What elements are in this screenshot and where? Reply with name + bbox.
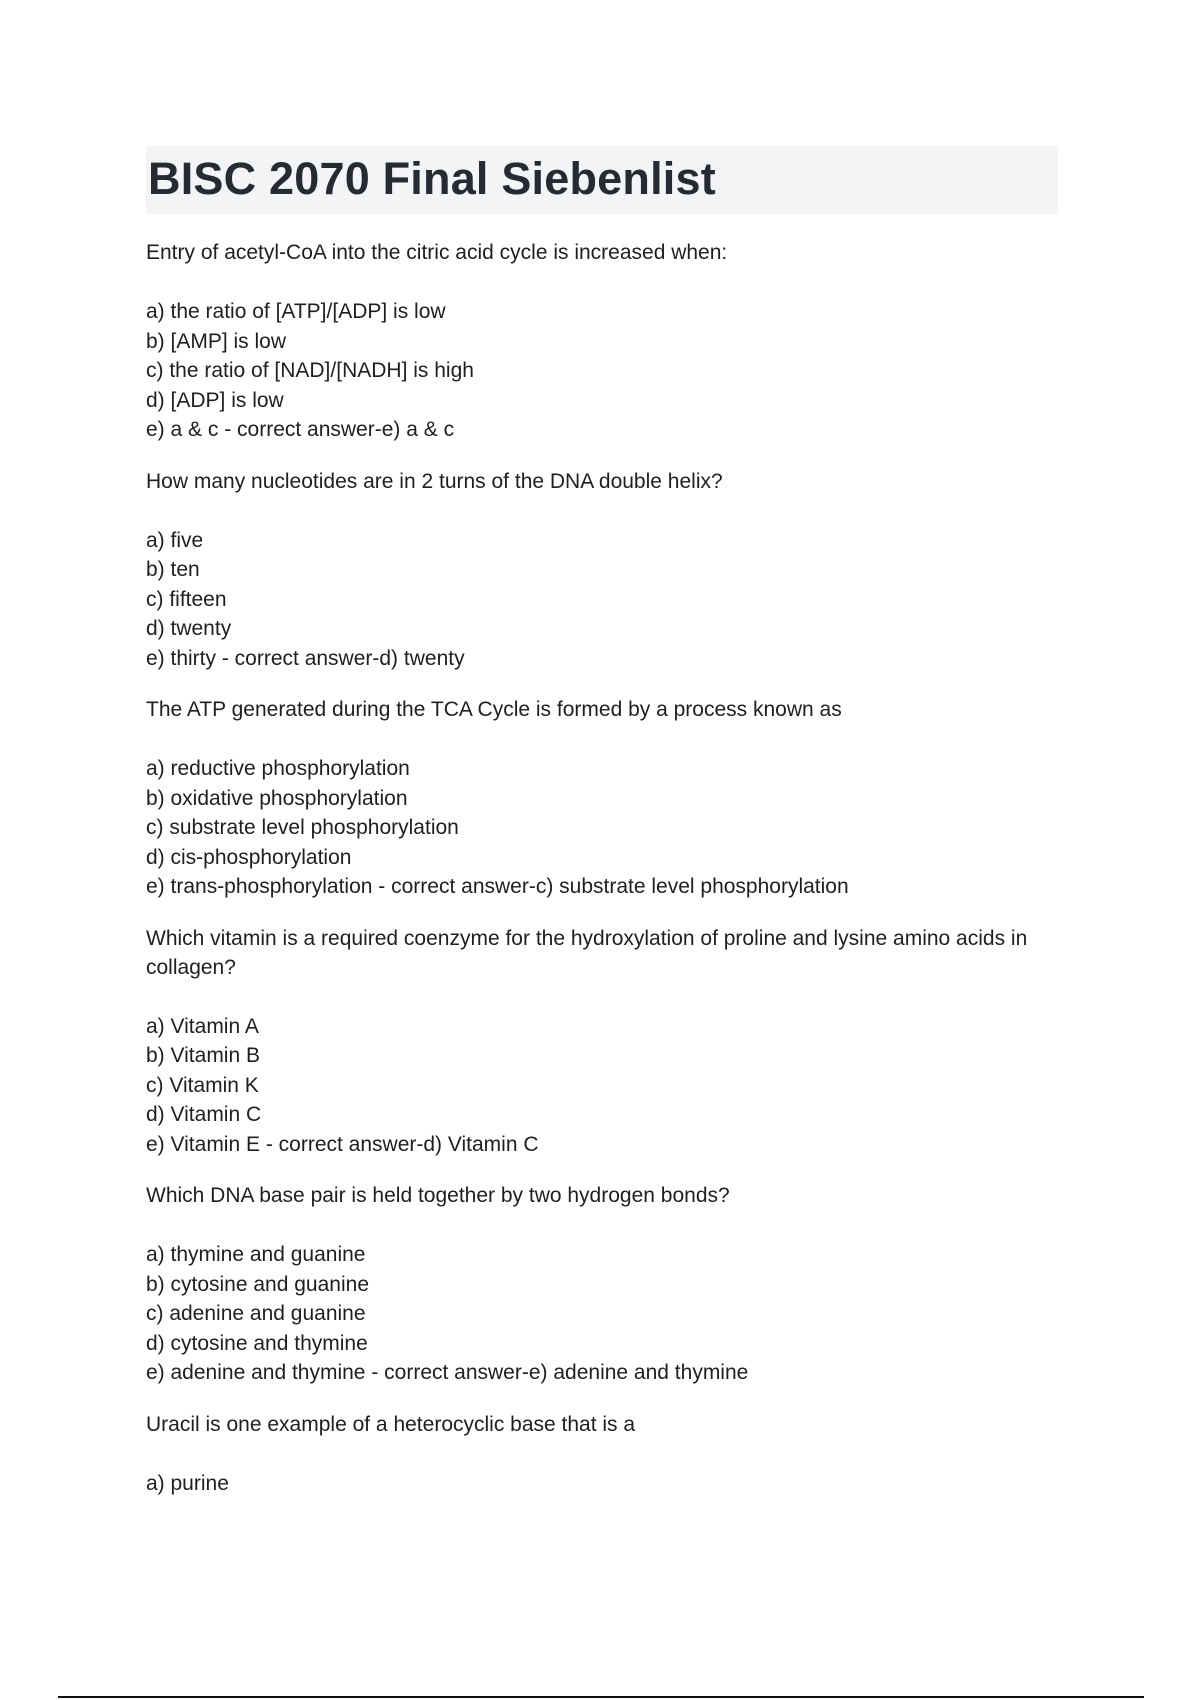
option-item: d) Vitamin C bbox=[146, 1103, 262, 1126]
question-prompt: How many nucleotides are in 2 turns of the DNA double helix? bbox=[146, 469, 723, 493]
option-item: a) reductive phosphorylation bbox=[146, 757, 410, 780]
option-item: d) cis-phosphorylation bbox=[146, 845, 352, 869]
question-block bbox=[146, 467, 1058, 674]
question-prompt: Which vitamin is a required coenzyme for the hydroxylation of proline and lysine amino acids in collagen? bbox=[146, 926, 1028, 979]
option-item: d) [ADP] is low bbox=[146, 388, 284, 412]
option-item: b) cytosine and guanine bbox=[146, 1272, 369, 1296]
question-prompt: Which DNA base pair is held together by two hydrogen bonds? bbox=[146, 1184, 730, 1207]
option-item: a) five bbox=[146, 528, 204, 552]
question-prompt: Entry of acetyl-CoA into the citric acid cycle is increased when: bbox=[146, 241, 728, 264]
option-item: b) oxidative phosphorylation bbox=[146, 786, 408, 810]
question-list bbox=[146, 238, 1058, 1520]
question-prompt: Uracil is one example of a heterocyclic base that is a bbox=[146, 1412, 636, 1436]
option-item: e) adenine and thymine - correct answer-e) adenine and thymine bbox=[146, 1361, 749, 1384]
option-item: e) Vitamin E - correct answer-d) Vitamin C bbox=[146, 1132, 539, 1156]
option-item: e) thirty - correct answer-d) twenty bbox=[146, 646, 465, 670]
option-list bbox=[146, 1012, 1058, 1160]
option-item: e) a & c - correct answer-e) a & c bbox=[146, 418, 455, 441]
option-list bbox=[146, 526, 1058, 674]
option-list bbox=[146, 1240, 1058, 1388]
question-block bbox=[146, 1410, 1058, 1499]
option-item: a) the ratio of [ATP]/[ADP] is low bbox=[146, 300, 446, 323]
option-list bbox=[146, 754, 1058, 902]
option-list bbox=[146, 1469, 1058, 1499]
question-block bbox=[146, 924, 1058, 1160]
document-title: BISC 2070 Final Siebenlist bbox=[148, 153, 716, 204]
option-item: c) Vitamin K bbox=[146, 1073, 259, 1097]
option-item: a) thymine and guanine bbox=[146, 1243, 366, 1266]
option-item: b) [AMP] is low bbox=[146, 329, 287, 353]
title-banner bbox=[146, 146, 1058, 214]
question-prompt: The ATP generated during the TCA Cycle is formed by a process known as bbox=[146, 698, 842, 721]
option-item: b) ten bbox=[146, 558, 200, 581]
option-item: a) Vitamin A bbox=[146, 1014, 259, 1038]
question-block bbox=[146, 238, 1058, 445]
question-block bbox=[146, 695, 1058, 902]
option-item: d) cytosine and thymine bbox=[146, 1331, 368, 1355]
footer-divider bbox=[58, 1696, 1144, 1698]
option-list bbox=[146, 297, 1058, 445]
option-item: d) twenty bbox=[146, 617, 232, 640]
option-item: c) the ratio of [NAD]/[NADH] is high bbox=[146, 359, 474, 382]
option-item: a) purine bbox=[146, 1471, 229, 1495]
option-item: c) adenine and guanine bbox=[146, 1302, 366, 1325]
question-block bbox=[146, 1181, 1058, 1388]
option-item: b) Vitamin B bbox=[146, 1044, 260, 1067]
option-item: c) substrate level phosphorylation bbox=[146, 816, 459, 839]
option-item: e) trans-phosphorylation - correct answer-c) substrate level phosphorylation bbox=[146, 875, 849, 898]
option-item: c) fifteen bbox=[146, 587, 227, 611]
